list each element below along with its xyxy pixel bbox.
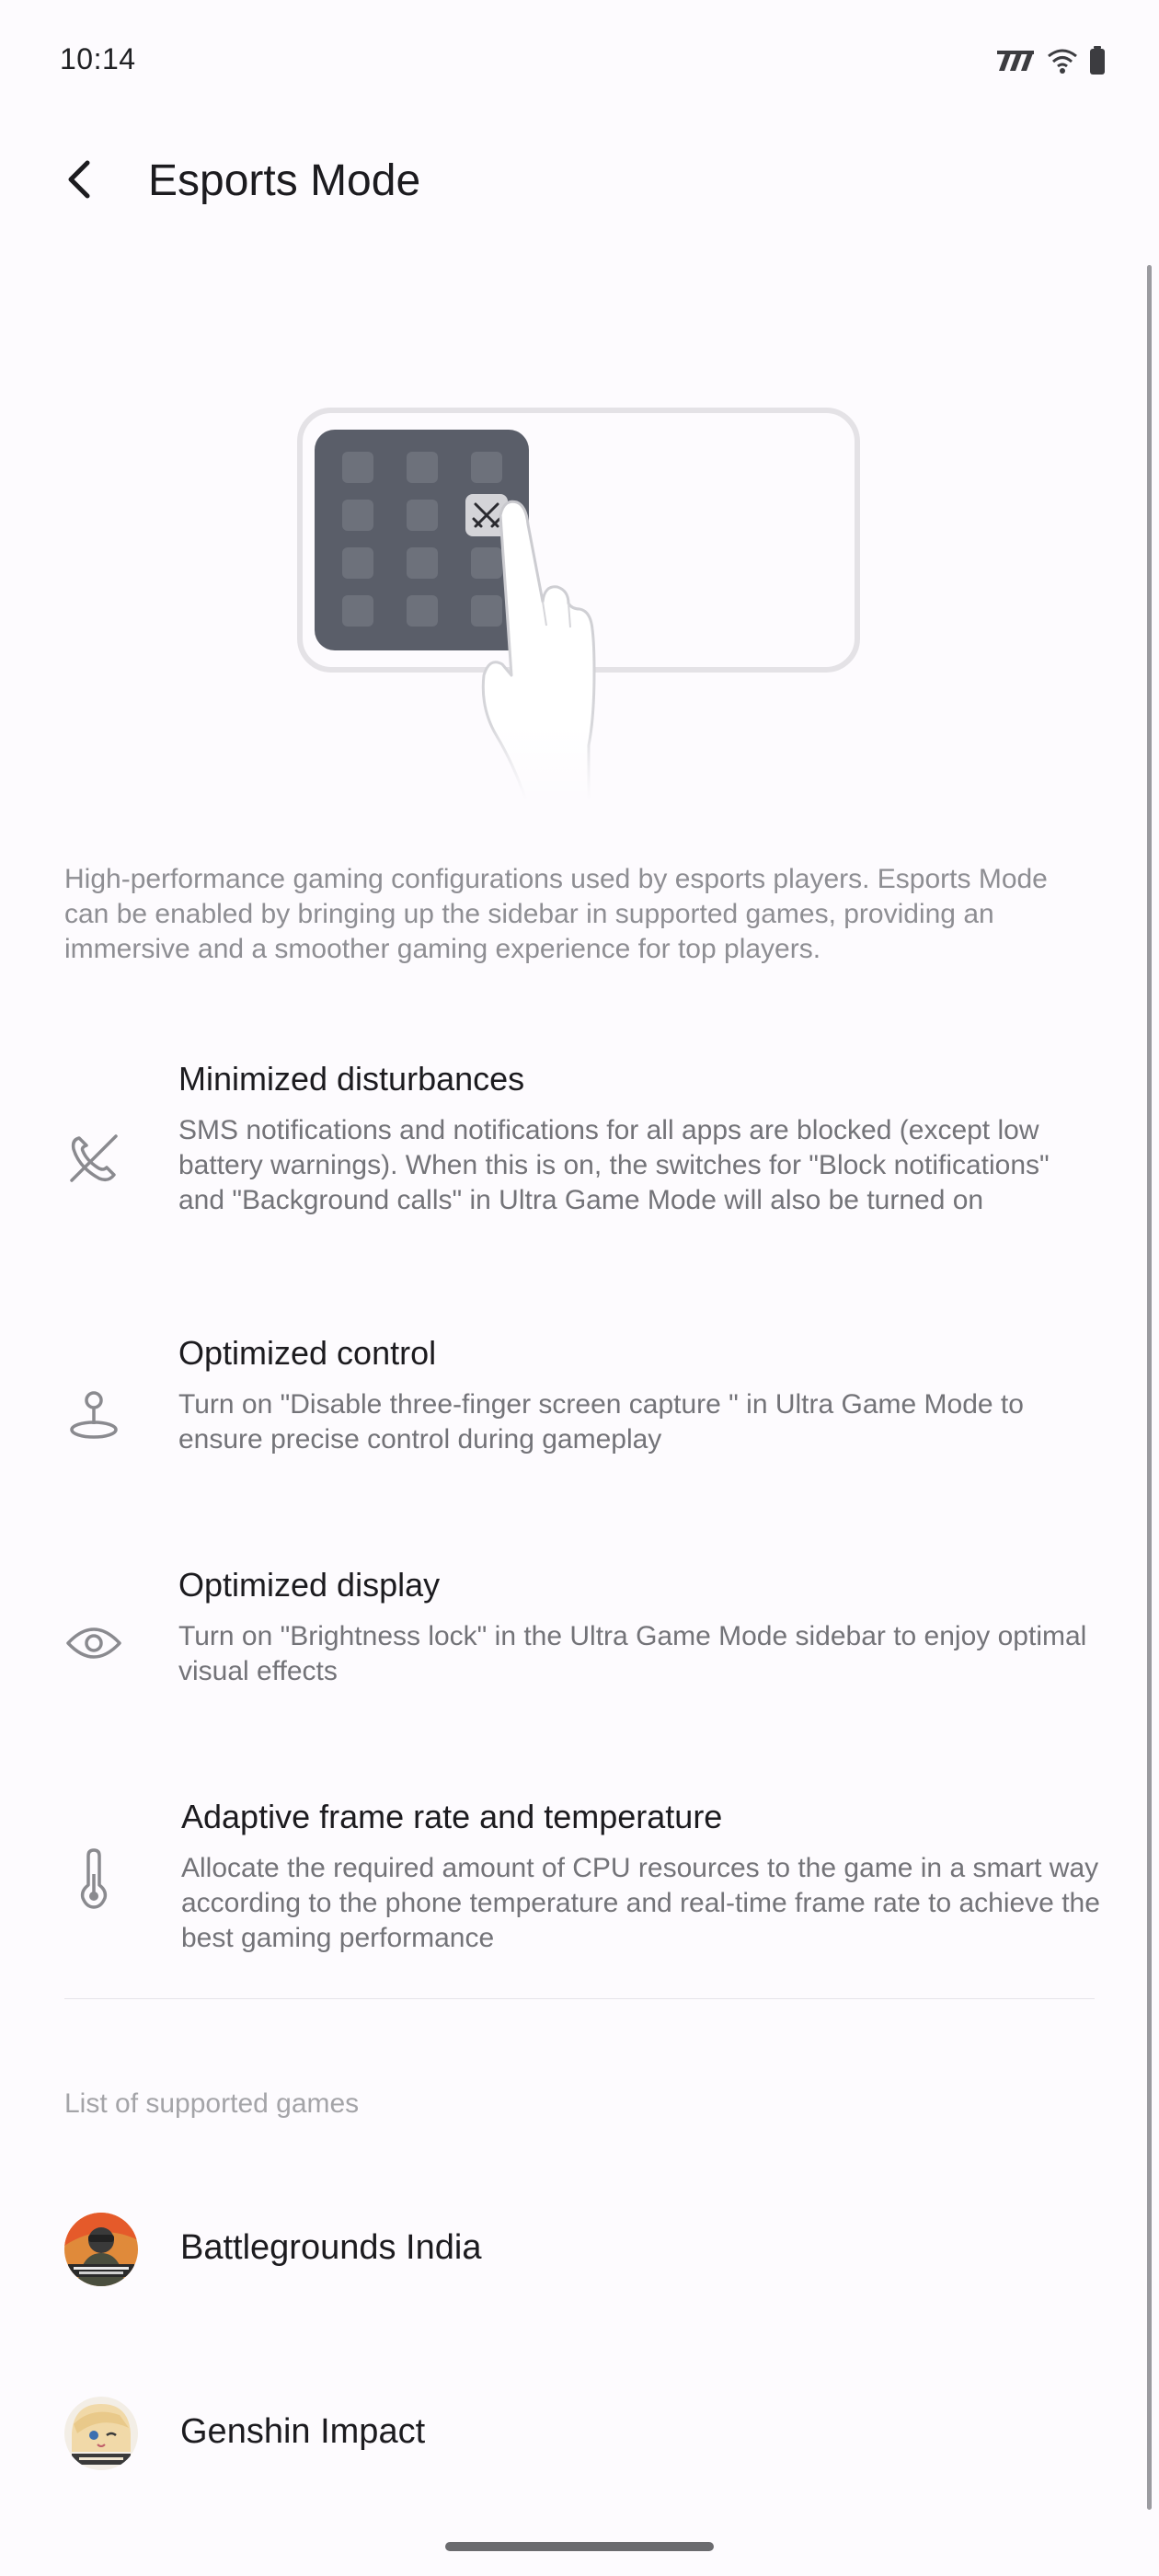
game-name: Genshin Impact — [180, 2412, 426, 2451]
battlegrounds-app-icon — [64, 2213, 138, 2286]
page-title: Esports Mode — [148, 156, 421, 205]
divider — [64, 1998, 1095, 1999]
esports-mode-illustration — [285, 396, 874, 819]
game-item-battlegrounds-india[interactable] — [0, 2173, 1159, 2329]
eye-icon — [63, 1612, 125, 1674]
back-arrow-icon — [62, 157, 98, 206]
feature-title: Optimized control — [178, 1334, 437, 1372]
wifi-icon — [1047, 47, 1078, 79]
feature-optimized-control — [0, 1332, 1159, 1470]
back-button[interactable] — [48, 149, 112, 213]
feature-description: Turn on "Brightness lock" in the Ultra Game Mode sidebar to enjoy optimal visual effects — [178, 1621, 1087, 1686]
status-icons — [995, 46, 1106, 80]
app-bar — [0, 123, 1159, 243]
intro-description: High-performance gaming configurations used by esports players. Esports Mode can be enabled by bringing up the sidebar in supported games, providing an immersive and a smoother gaming experience for top players. — [64, 864, 1048, 964]
battery-icon — [1089, 46, 1106, 80]
feature-title: Minimized disturbances — [178, 1060, 525, 1098]
supported-games-header: List of supported games — [64, 2088, 360, 2119]
game-name: Battlegrounds India — [180, 2228, 482, 2267]
status-bar — [0, 0, 1159, 123]
phone-muted-icon — [63, 1127, 125, 1190]
feature-description: Allocate the required amount of CPU resources to the game in a smart way according to the phone temperature and real-time frame rate to achieve the best gaming performance — [181, 1853, 1100, 1953]
feature-description: Turn on "Disable three-finger screen capture " in Ultra Game Mode to ensure precise control during gameplay — [178, 1389, 1024, 1455]
feature-optimized-display — [0, 1564, 1159, 1702]
feature-adaptive-frame-rate — [0, 1796, 1159, 1971]
genshin-app-icon — [64, 2397, 138, 2470]
thermometer-icon — [63, 1847, 125, 1910]
feature-title: Adaptive frame rate and temperature — [181, 1798, 723, 1835]
home-indicator[interactable] — [445, 2542, 714, 2551]
feature-description: SMS notifications and notifications for all apps are blocked (except low battery warnings). When this is on, the switches for "Block notifications" and "Background calls" in Ultra Game Mode will also be turned on — [178, 1115, 1050, 1215]
feature-minimized-disturbances — [0, 1058, 1159, 1260]
joystick-icon — [63, 1384, 125, 1446]
feature-title: Optimized display — [178, 1566, 441, 1604]
status-time: 10:14 — [60, 42, 136, 75]
game-item-genshin-impact[interactable] — [0, 2357, 1159, 2513]
signal-icon — [995, 47, 1036, 79]
